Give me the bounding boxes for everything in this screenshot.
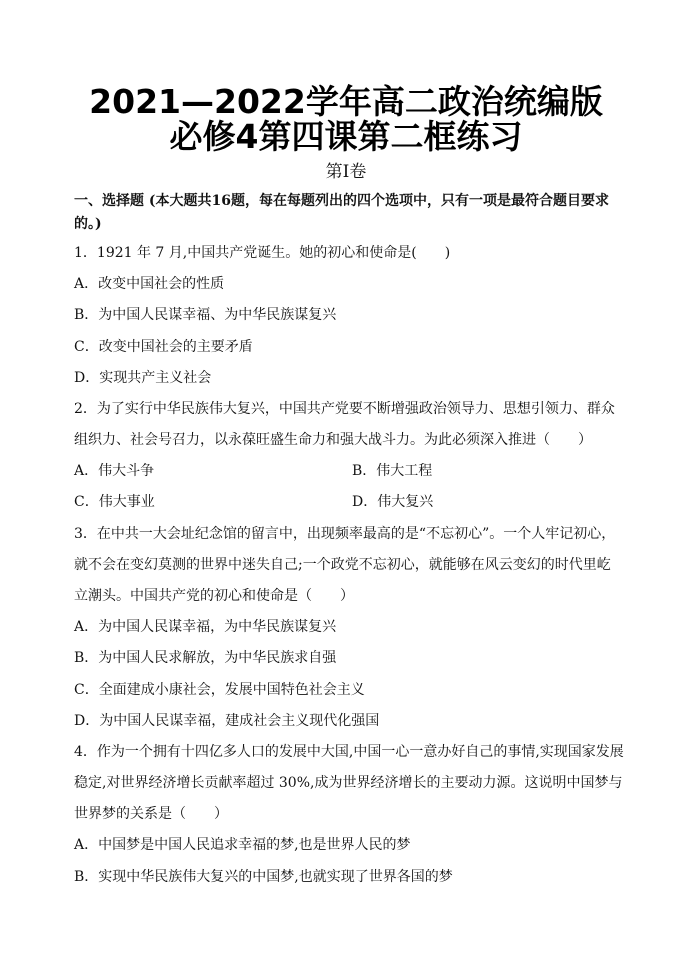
question-3-option-c: C．全面建成小康社会，发展中国特色社会主义 <box>74 682 365 698</box>
question-3-option-b: B．为中国人民求解放，为中华民族求自强 <box>74 650 337 666</box>
question-2-option-b: B．伟大工程 <box>352 463 433 479</box>
question-3-stem-line2: 就不会在变幻莫测的世界中迷失自己;一个政党不忘初心，就能够在风云变幻的时代里屹 <box>74 557 611 573</box>
question-3-option-d: D．为中国人民谋幸福，建成社会主义现代化强国 <box>74 713 380 729</box>
question-1-option-b: B．为中国人民谋幸福、为中华民族谋复兴 <box>74 307 337 323</box>
question-3-stem-line1: 3．在中共一大会址纪念馆的留言中，出现频率最高的是“不忘初心”。一个人牢记初心， <box>74 526 616 542</box>
section-heading-line2: 的。) <box>74 216 102 232</box>
question-1-option-d: D．实现共产主义社会 <box>74 370 212 386</box>
question-2-options-row2 <box>74 492 624 512</box>
question-1-stem: 1．1921 年 7 月,中国共产党诞生。她的初心和使命是( ) <box>74 245 451 261</box>
question-4-stem-line1: 4．作为一个拥有十四亿多人口的发展中大国,中国一心一意办好自己的事情,实现国家发展 <box>74 744 624 760</box>
question-2-option-a: A．伟大斗争 <box>74 463 155 479</box>
question-3-option-a: A．为中国人民谋幸福，为中华民族谋复兴 <box>74 619 337 635</box>
document-title-line2: 必修4第四课第二框练习 <box>169 117 523 156</box>
question-2-option-c: C．伟大事业 <box>74 494 155 510</box>
question-2-stem-line2: 组织力、社会号召力，以永葆旺盛生命力和强大战斗力。为此必须深入推进（ ） <box>74 432 592 448</box>
question-4-stem-line3: 世界梦的关系是（ ） <box>74 806 228 822</box>
question-4-stem-line2: 稳定,对世界经济增长贡献率超过 30%,成为世界经济增长的主要动力源。这说明中国梦与 <box>74 775 623 791</box>
section-heading-line1: 一、选择题 (本大题共16题，每在每题列出的四个选项中，只有一项是最符合题目要求 <box>74 193 609 209</box>
question-4-option-b: B．实现中华民族伟大复兴的中国梦,也就实现了世界各国的梦 <box>74 869 453 885</box>
question-2-options-row1 <box>74 461 624 481</box>
question-2-option-d: D．伟大复兴 <box>352 494 434 510</box>
question-4-option-a: A．中国梦是中国人民追求幸福的梦,也是世界人民的梦 <box>74 837 411 853</box>
document-title-line1: 2021—2022学年高二政治统编版 <box>89 82 603 121</box>
volume-label: 第Ⅰ卷 <box>325 162 367 182</box>
question-1-option-a: A．改变中国社会的性质 <box>74 276 225 292</box>
question-1-option-c: C．改变中国社会的主要矛盾 <box>74 339 253 355</box>
question-3-stem-line3: 立潮头。中国共产党的初心和使命是（ ） <box>74 588 354 604</box>
question-2-stem-line1: 2．为了实行中华民族伟大复兴，中国共产党要不断增强政治领导力、思想引领力、群众 <box>74 401 615 417</box>
